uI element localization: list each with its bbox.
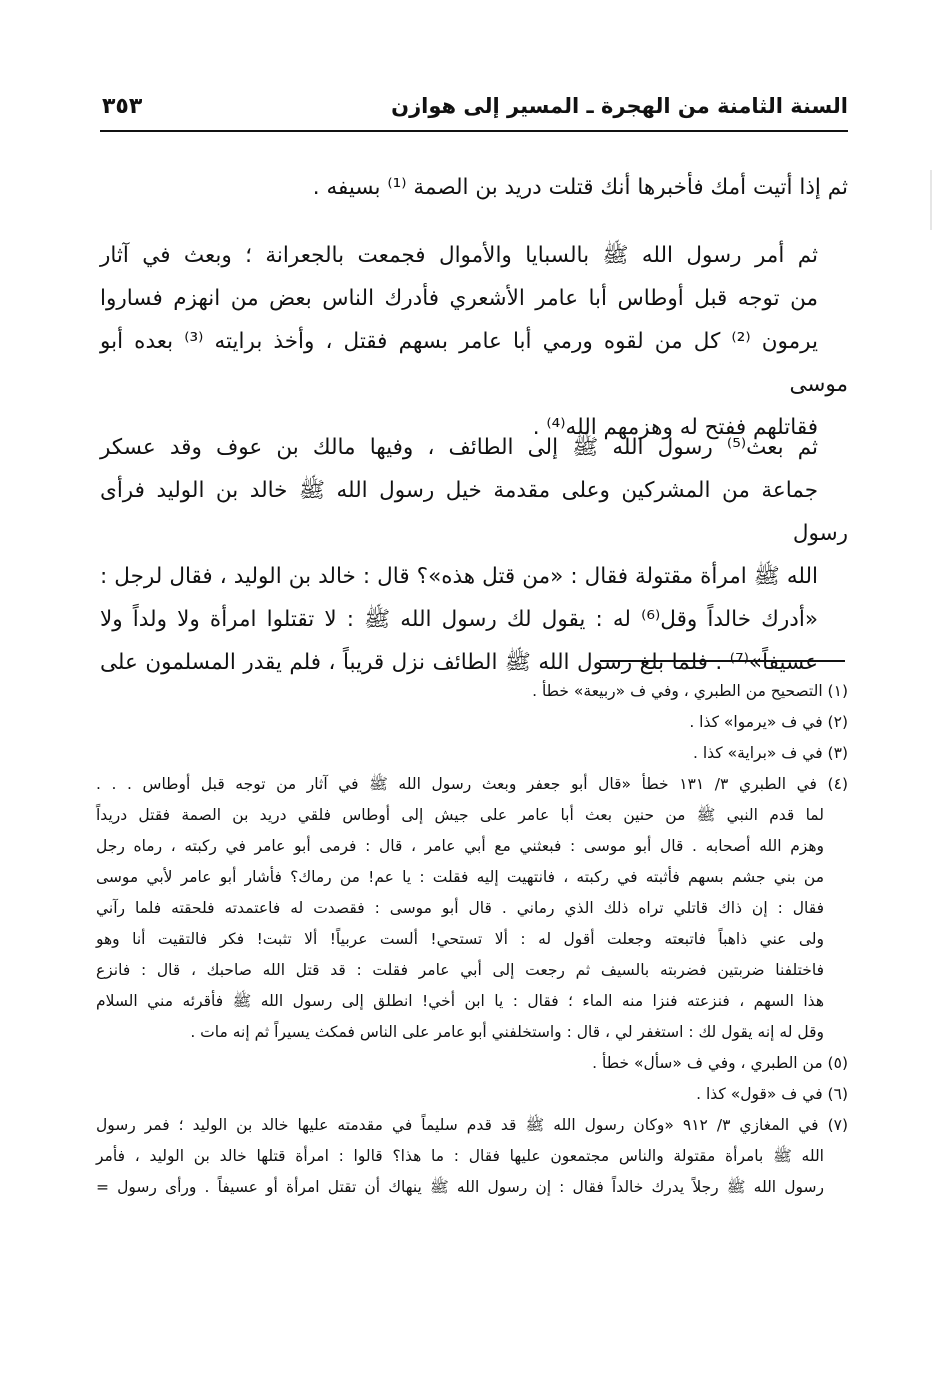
footnote-line: فقال : إن ذاك قاتلي تراه ذلك الذي رماني . قال أبو موسى : فقصدت له فاعتمدته فلحقته فلما رآني <box>96 899 824 917</box>
footnote-line: هذا السهم ، فنزعته فنزا منه الماء ؛ فقال : يا ابن أخي! انطلق إلى رسول الله ﷺ فأقرئه مني السلام <box>96 992 824 1010</box>
footnote-3 <box>96 738 848 769</box>
paragraph-line: جماعة من المشركين وعلى مقدمة خيل رسول الله ﷺ خالد بن الوليد فرأى رسول <box>100 478 848 546</box>
page-edge-mark <box>930 170 932 230</box>
footnote-4 <box>96 769 848 1048</box>
footnote-1 <box>96 676 848 707</box>
paragraph-line: «أدرك خالداً وقل⁽⁶⁾ له : يقول لك رسول الله ﷺ : لا تقتلوا امرأة ولا ولداً ولا <box>100 607 818 632</box>
footnote-line: من بني جشم بسهم فأثبته في ركبته ، فانتهيت إليه فقلت : يا عم! من رماك؟ فأشار أبو عامر لأبي موسى <box>96 868 824 886</box>
footnote-line: (٥) من الطبري ، وفي ف «سأل» خطأ . <box>592 1054 848 1072</box>
paragraph-line: الله ﷺ امرأة مقتولة فقال : «من قتل هذه»؟ قال : خالد بن الوليد ، فقال لرجل : <box>100 564 818 589</box>
footnote-line: لما قدم النبي ﷺ من حنين بعث أبا عامر على جيش إلى أوطاس فلقي دريد بن الصمة فقتل دريداً <box>96 806 824 824</box>
paragraph-line: ثم إذا أتيت أمك فأخبرها أنك قتلت دريد بن الصمة ⁽¹⁾ بسيفه . <box>312 175 848 200</box>
footnote-2 <box>96 707 848 738</box>
footnote-divider <box>600 660 845 662</box>
footnote-line: (٢) في ف «يرموا» كذا . <box>689 713 848 731</box>
footnote-line: رسول الله ﷺ رجلاً يدرك خالداً فقال : إن رسول الله ﷺ ينهاك أن تقتل امرأة أو عسيفاً . ورأى رسول = <box>96 1178 824 1196</box>
paragraph-2 <box>100 234 848 449</box>
footnote-line: الله ﷺ بامرأة مقتولة والناس مجتمعون عليها فقال : ما هذا؟ قالوا : امرأة قتلها خالد بن الوليد ، فأمر <box>96 1147 824 1165</box>
footnote-5 <box>96 1048 848 1079</box>
page-number: ٣٥٣ <box>102 94 143 119</box>
footnotes <box>96 676 848 1203</box>
running-header-title: السنة الثامنة من الهجرة ـ المسير إلى هوازن <box>391 94 848 118</box>
footnote-6 <box>96 1079 848 1110</box>
footnote-line: (٣) في ف «براية» كذا . <box>693 744 848 762</box>
paragraph-line: فقاتلهم ففتح له وهزمهم الله⁽⁴⁾ . <box>532 415 818 440</box>
footnote-line: ولى عني ذاهباً فاتبعته وجعلت أقول له : ألا تستحي! ألست عربياً! ألا تثبت! فكر فالتقيت أنا وهو <box>96 930 824 948</box>
paragraph-line: عسيفاً»⁽⁷⁾ . فلما بلغ رسول الله ﷺ الطائف نزل قريباً ، فلم يقدر المسلمون على <box>100 650 818 675</box>
paragraph-line: من توجه قبل أوطاس أبا عامر الأشعري فأدرك الناس بعض من انهزم فساروا <box>100 286 818 311</box>
footnote-line: (٦) في ف «قول» كذا . <box>696 1085 848 1103</box>
footnote-line: وقل له إنه يقول لك : استغفر لي ، قال : واستخلفني أبو عامر على الناس فمكث يسيراً ثم إنه مات . <box>190 1023 824 1041</box>
footnote-line: (٧) في المغازي ٣/ ٩١٢ «وكان رسول الله ﷺ قد قدم سليماً في مقدمته عليها خالد بن الوليد ؛ فمر رسول <box>96 1116 849 1134</box>
paragraph-1 <box>100 166 848 209</box>
footnote-line: (٤) في الطبري ٣/ ١٣١ خطأ «قال أبو جعفر وبعث رسول الله ﷺ في آثار من توجه قبل أوطاس . . . <box>96 775 848 793</box>
paragraph-line: ثم أمر رسول الله ﷺ بالسبايا والأموال فجمعت بالجعرانة ؛ وبعث في آثار <box>100 243 818 268</box>
paragraph-line: يرمون ⁽²⁾ كل من لقوه ورمي أبا عامر بسهم فقتل ، وأخذ برايته ⁽³⁾ بعده أبو موسى <box>100 329 848 397</box>
running-header <box>100 82 848 132</box>
paragraph-3 <box>100 426 848 684</box>
footnote-line: وهزم الله أصحابه . قال أبو موسى : فبعثني مع أبي عامر ، قال : فرمى أبو عامر في ركبته ، رماه رجل <box>96 837 824 855</box>
footnote-7 <box>96 1110 848 1203</box>
footnote-line: (١) التصحيح من الطبري ، وفي ف «ربيعة» خطأ . <box>532 682 848 700</box>
paragraph-line: ثم بعث⁽⁵⁾ رسول الله ﷺ إلى الطائف ، وفيها مالك بن عوف وقد عسكر <box>100 435 818 460</box>
footnote-line: فاختلفنا ضربتين فضربته بالسيف ثم رجعت إلى أبي عامر فقلت : قد قتل الله صاحبك ، قال : فانزع <box>96 961 824 979</box>
